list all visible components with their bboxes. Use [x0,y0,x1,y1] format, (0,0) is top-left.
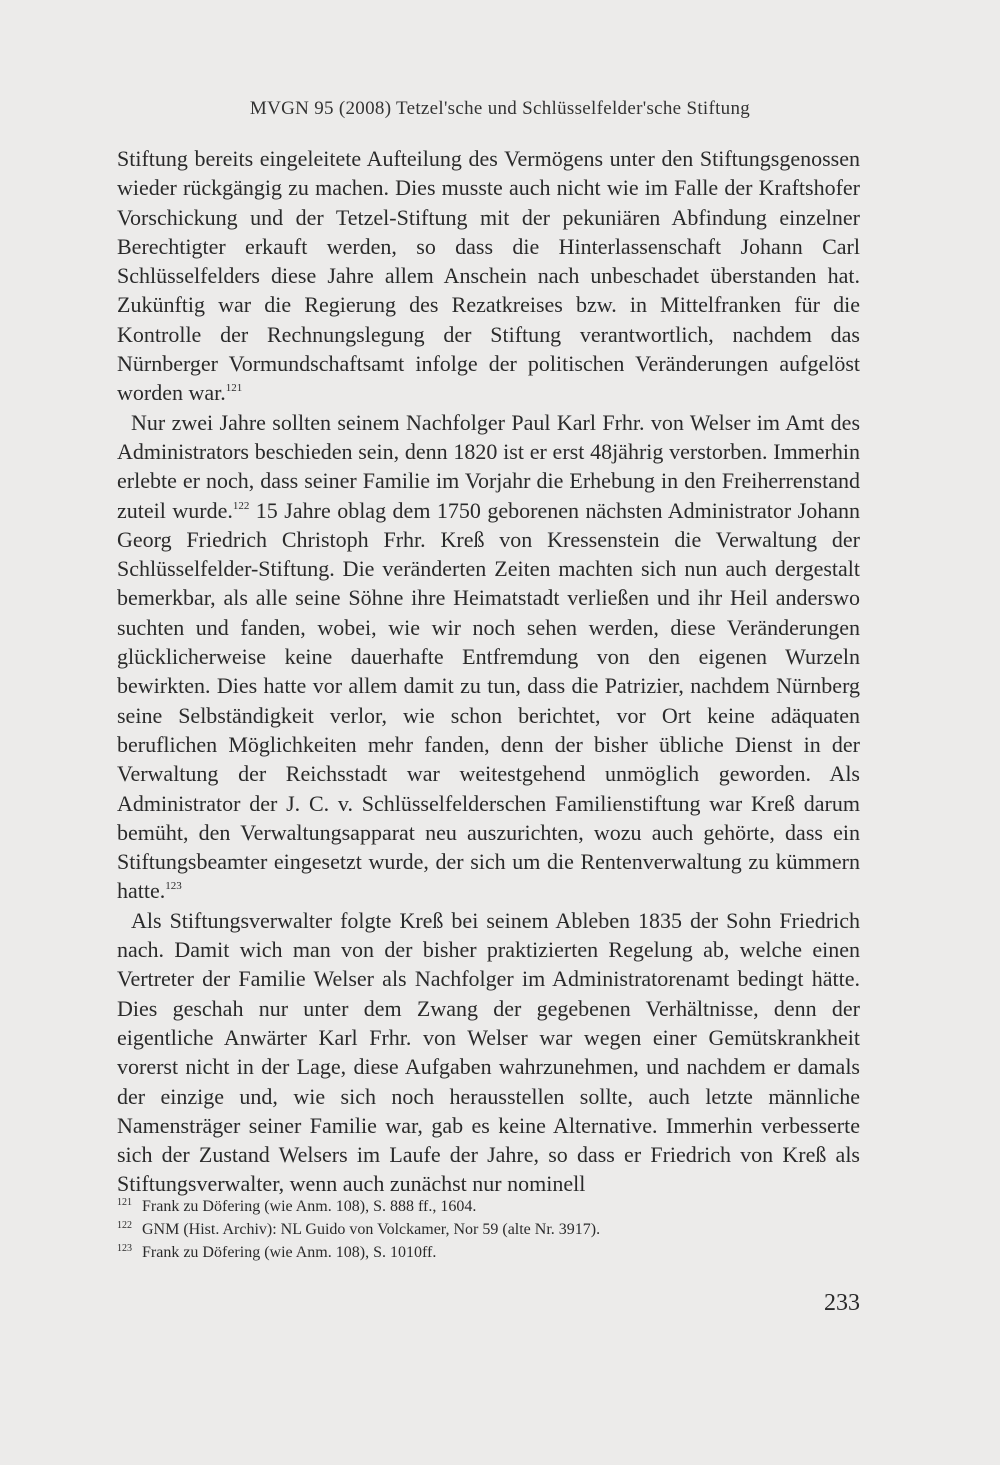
footnote-number: 122 [117,1220,132,1231]
footnote [117,1241,860,1264]
footnote [117,1195,860,1218]
page-number: 233 [824,1290,860,1316]
footnote-ref: 121 [225,382,243,395]
footnote-number: 121 [117,1197,132,1208]
footnote-text: GNM (Hist. Archiv): NL Guido von Volckamer, Nor 59 (alte Nr. 3917). [142,1221,601,1238]
footnote [117,1218,860,1241]
footnote-text: Frank zu Döfering (wie Anm. 108), S. 1010ff. [142,1244,437,1261]
footnote-number: 123 [117,1243,132,1254]
paragraph-text: Nur zwei Jahre sollten seinem Nachfolger Paul Karl Frhr. von Welser im Amt des Administrators beschieden sein, denn 1820 ist er erst 48jährig verstorben. Immerhin erlebte er noch, dass seiner Familie im Vorjahr die Erhebung in den Freiherrenstand zuteil wurde. [117,409,860,523]
footnote-text: Frank zu Döfering (wie Anm. 108), S. 888 ff., 1604. [142,1198,477,1215]
footnotes [117,1195,860,1264]
body-text [117,144,860,1199]
paragraph-text: 15 Jahre oblag dem 1750 geborenen nächsten Administrator Johann Georg Friedrich Christoph Frhr. Kreß von Kressenstein die Verwaltung der Schlüsselfelder-Stiftung. Die veränderten Zeiten machten sich nun auch dergestalt bemerkbar, als alle seine Söhne ihre Heimatstadt verließen und ihr Heil anderswo suchten und fanden, wobei, wie wir noch sehen werden, diese Veränderungen glücklicherweise keine dauerhafte Entfremdung von den eigenen Wurzeln bewirkten. Dies hatte vor allem damit zu tun, dass die Patrizier, nachdem Nürnberg seine Selbständigkeit verlor, wie schon berichtet, vor Ort keine adäquaten beruflichen Möglichkeiten mehr fanden, denn der bisher übliche Dienst in der Verwaltung der Reichsstadt war weitestgehend unmöglich geworden. Als Administrator der J. C. v. Schlüsselfelderschen Familienstiftung war Kreß darum bemüht, den Verwaltungsapparat neu auszurichten, wozu auch gehörte, dass ein Stiftungsbeamter eingesetzt wurde, der sich um die Rentenverwaltung zu kümmern hatte. [117,497,860,904]
paragraph-2 [117,408,860,906]
paragraph-3 [117,906,860,1199]
paragraph-text: Als Stiftungsverwalter folgte Kreß bei seinem Ableben 1835 der Sohn Friedrich nach. Damit wich man von der bisher praktizierten Regelung ab, welche einen Vertreter der Familie Welser als Nachfolger im Administratorenamt bedingt hätte. Dies geschah nur unter dem Zwang der gegebenen Verhältnisse, denn der eigentliche Anwärter Karl Frhr. von Welser war wegen einer Gemütskrankheit vorerst nicht in der Lage, diese Aufgaben wahrzunehmen, und nachdem er damals der einzige und, wie sich noch herausstellen sollte, auch letzte männliche Namensträger seiner Familie war, gab es keine Alternative. Immerhin verbesserte sich der Zustand Welsers im Laufe der Jahre, so dass er Friedrich von Kreß als Stiftungsverwalter, wenn auch zunächst nur nominell [117,907,860,1197]
footnote-ref: 123 [165,880,182,893]
paragraph-1 [117,144,860,408]
footnote-ref: 122 [232,499,250,512]
running-head: MVGN 95 (2008) Tetzel'sche und Schlüsselfelder'sche Stiftung [249,98,751,119]
paragraph-text: Stiftung bereits eingeleitete Aufteilung des Vermögens unter den Stiftungsgenossen wieder rückgängig zu machen. Dies musste auch nicht wie im Falle der Kraftshofer Vorschickung und der Tetzel-Stiftung mit der pekuniären Abfindung einzelner Berechtigter erkauft werden, so dass die Hinterlassenschaft Johann Carl Schlüsselfelders diese Jahre allem Anschein nach unbeschadet überstanden hat. Zukünftig war die Regierung des Rezatkreises bzw. in Mittelfranken für die Kontrolle der Rechnungslegung der Stiftung verantwortlich, nachdem das Nürnberger Vormundschaftsamt infolge der politischen Veränderungen aufgelöst worden war. [117,146,860,406]
